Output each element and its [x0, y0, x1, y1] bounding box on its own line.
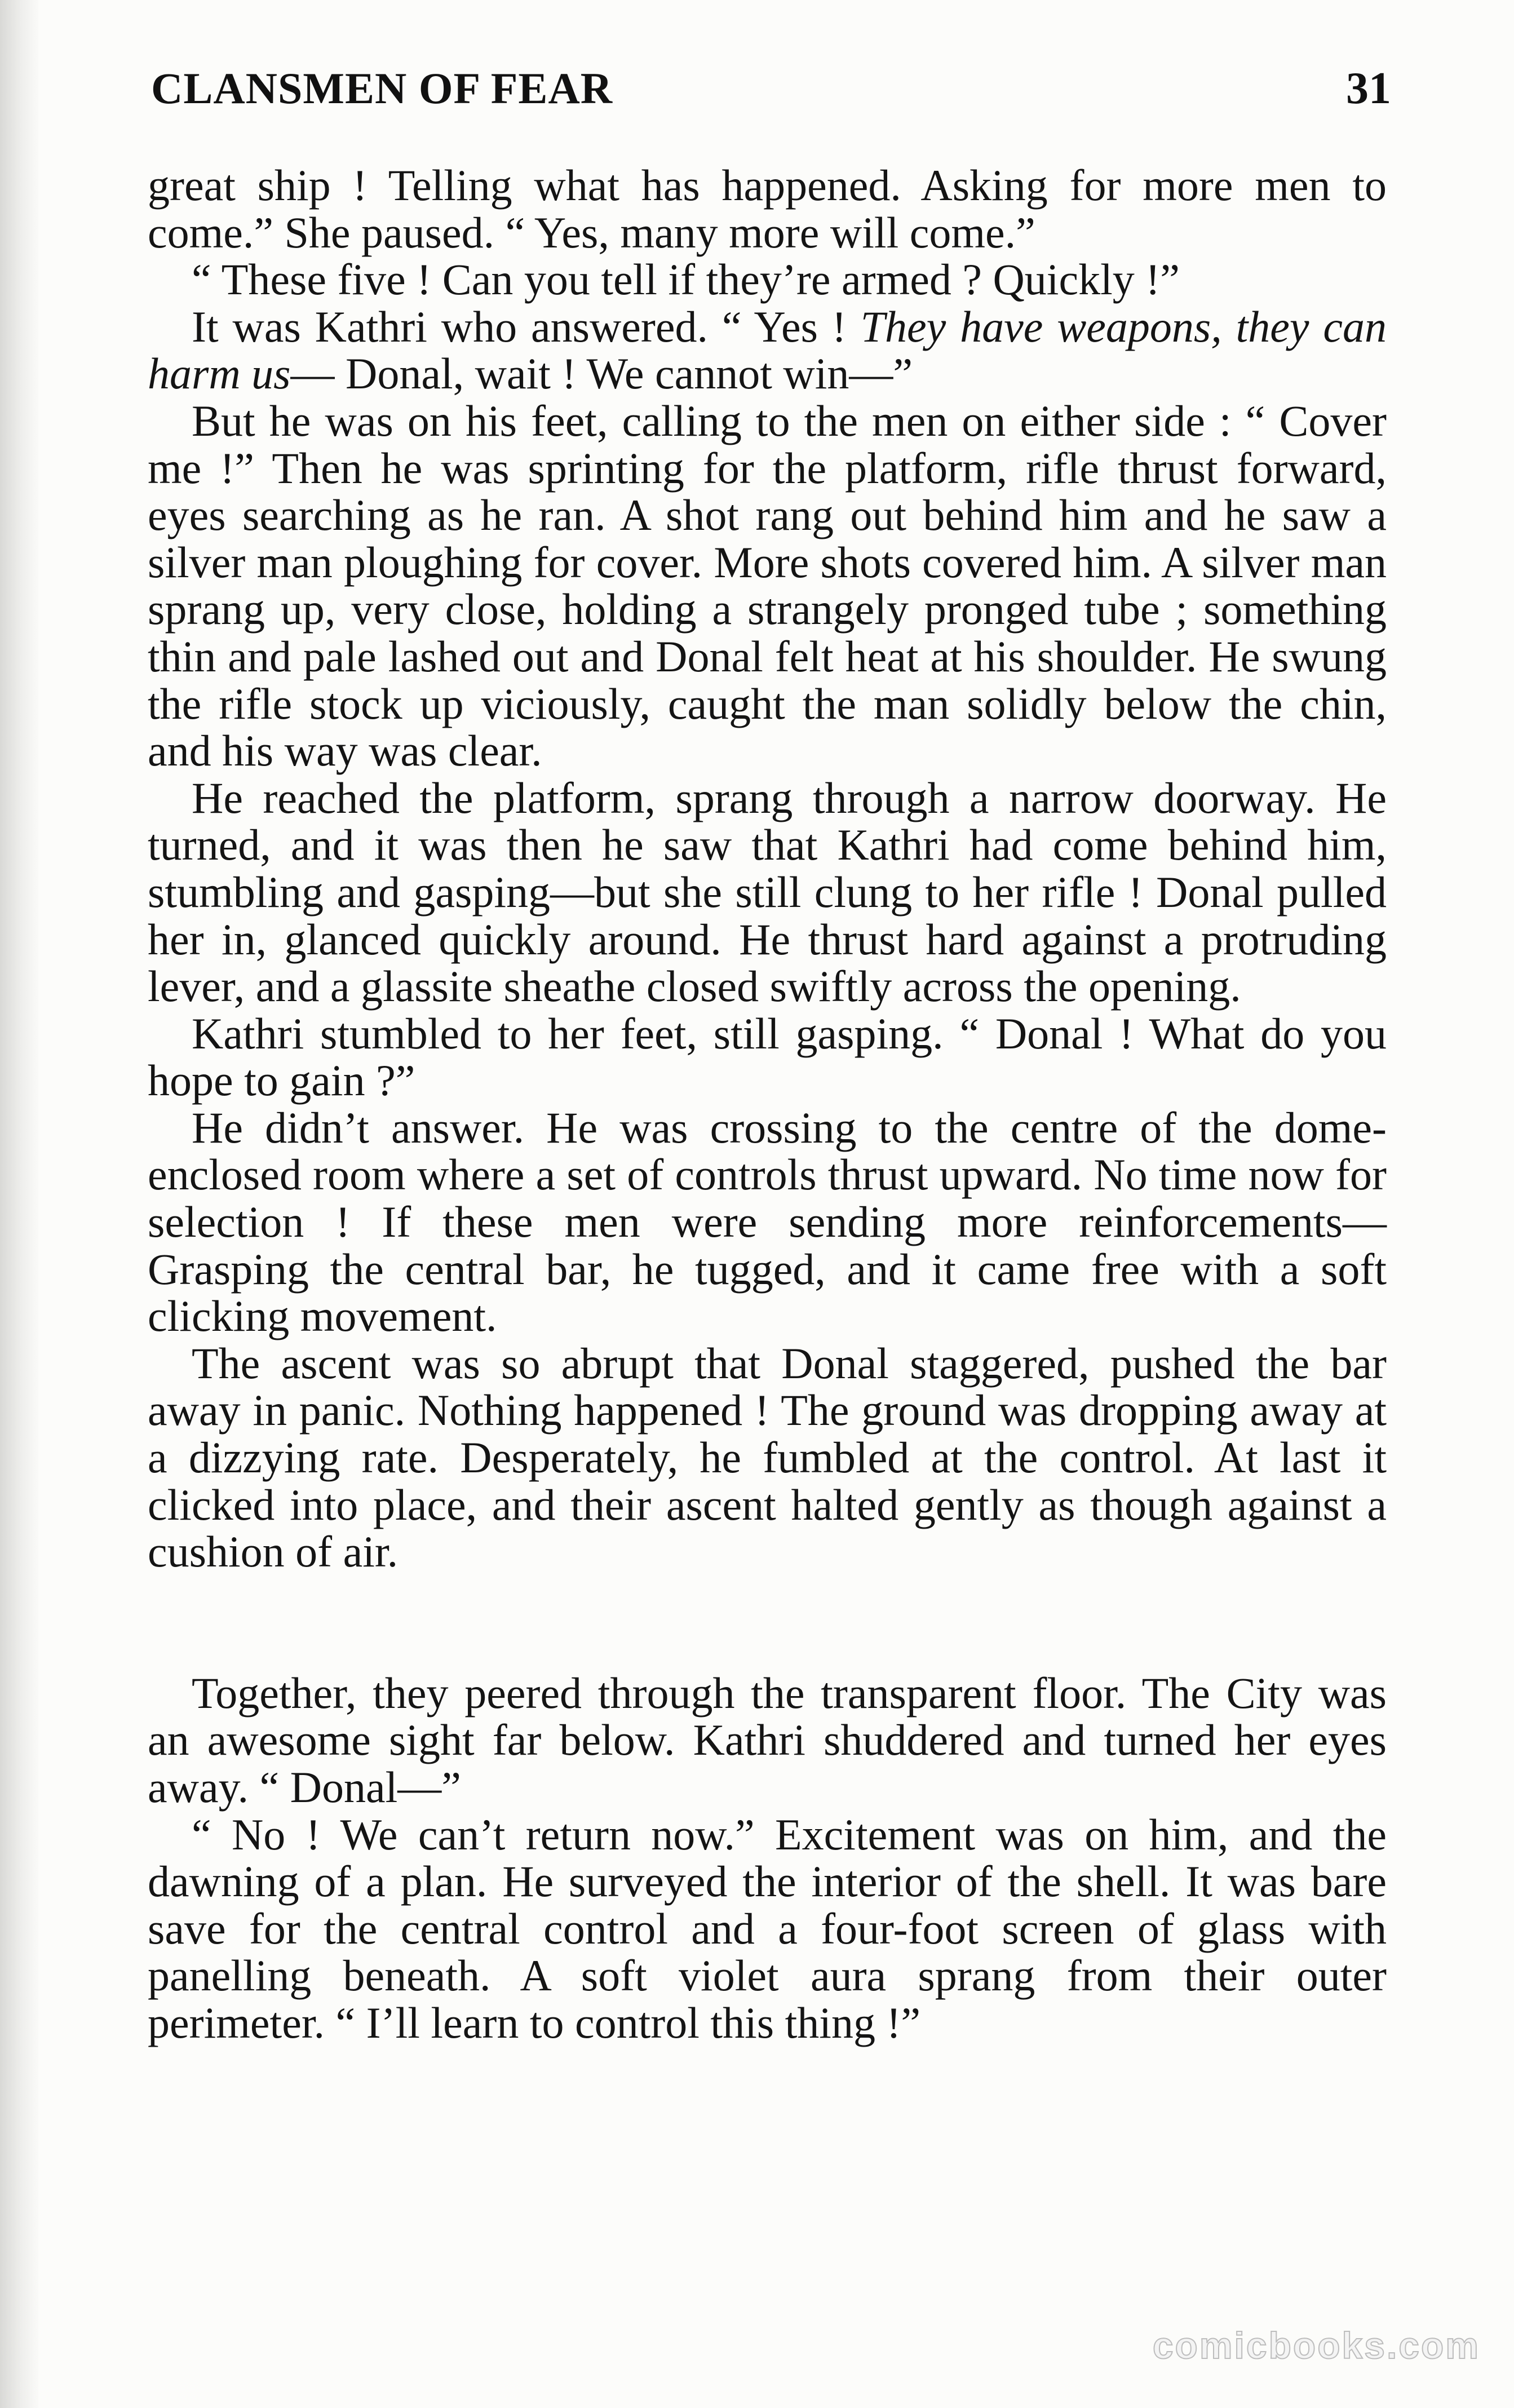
- italic-quote: They have weapons, they can harm us: [148, 302, 1387, 399]
- paragraph: The ascent was so abrupt that Donal staggered, pushed the bar away in panic. Nothing happened ! The ground was dropping away at a dizzying rate. Desperately, he fumbled at the control. At last it clicked into place, and their ascent halted gently as though against a cushion of air.: [148, 1338, 1387, 1577]
- paragraph: But he was on his feet, calling to the men on either side : “ Cover me !” Then he was sprinting for the platform, rifle thrust forward, eyes searching as he ran. A shot rang out behind him and he saw a silver man ploughing for cover. More shots covered him. A silver man sprang up, very close, holding a strangely pronged tube ; something thin and pale lashed out and Donal felt heat at his shoulder. He swung the rifle stock up viciously, caught the man solidly below the chin, and his way was clear.: [148, 396, 1387, 776]
- body-text: [148, 162, 1387, 2047]
- page-header: [151, 63, 1391, 125]
- paragraph: He didn’t answer. He was crossing to the centre of the dome-enclosed room where a set of controls thrust upward. No time now for selection ! If these men were sending more reinforcements— Grasping the central bar, he tugged, and it came free with a soft clicking movement.: [148, 1103, 1387, 1341]
- paragraph: “ These five ! Can you tell if they’re armed ? Quickly !”: [192, 255, 1180, 304]
- watermark-logo: comicbooks.com: [1152, 2325, 1480, 2366]
- paragraph: Together, they peered through the transparent floor. The City was an awesome sight far below. Kathri shuddered and turned her eyes away. “ Donal—”: [148, 1668, 1387, 1812]
- section-break: [148, 1575, 1387, 1670]
- page-number: 31: [1346, 64, 1391, 113]
- page-gutter-shadow: [0, 0, 38, 2408]
- paragraph: He reached the platform, sprang through a narrow doorway. He turned, and it was then he saw that Kathri had come behind him, stumbling and gasping—but she still clung to her rifle ! Donal pulled her in, glanced quickly around. He thrust hard against a protruding lever, and a glassite sheathe closed swiftly across the opening.: [148, 773, 1387, 1011]
- paragraph: It was Kathri who answered. “ Yes ! They have weapons, they can harm us— Donal, wait ! We cannot win—”: [148, 302, 1387, 399]
- paragraph: great ship ! Telling what has happened. Asking for more men to come.” She paused. “ Yes, many more will come.”: [148, 161, 1387, 257]
- paragraph: Kathri stumbled to her feet, still gasping. “ Donal ! What do you hope to gain ?”: [148, 1008, 1387, 1105]
- running-title: CLANSMEN OF FEAR: [151, 64, 613, 113]
- paragraph: “ No ! We can’t return now.” Excitement was on him, and the dawning of a plan. He surveyed the interior of the shell. It was bare save for the central control and a four-foot screen of glass with panelling beneath. A soft violet aura sprang from their outer perimeter. “ I’ll learn to control this thing !”: [148, 1809, 1387, 2047]
